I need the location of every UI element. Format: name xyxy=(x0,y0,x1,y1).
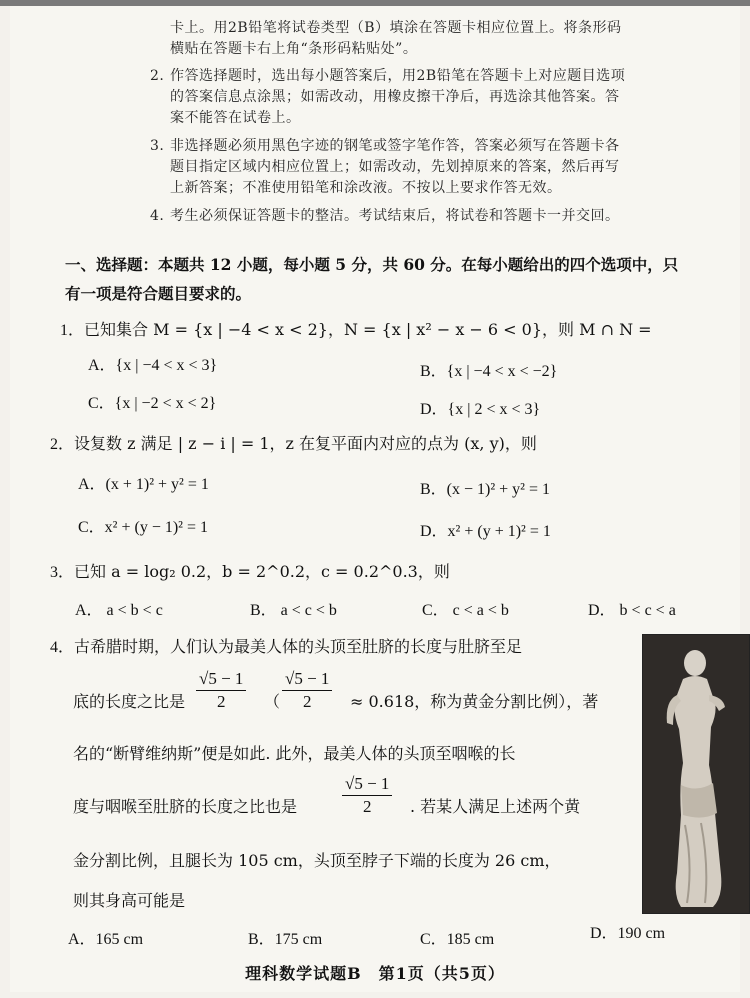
question-text: 已知集合 M = {x | −4 < x < 2}，N = {x | x² − x − 6 < 0}，则 M ∩ N = xyxy=(84,320,652,339)
question-4-option-c[interactable]: C．185 cm xyxy=(420,931,495,948)
question-number: 2． xyxy=(50,436,75,453)
section-heading-line: 有一项是符合题目要求的。 xyxy=(65,284,252,303)
question-2-option-b[interactable]: B．(x − 1)² + y² = 1 xyxy=(420,481,550,498)
question-4-line-2a: 底的长度之比是 xyxy=(73,692,186,711)
instruction-number: 3. xyxy=(150,138,165,154)
question-1-option-d[interactable]: D．{x | 2 < x < 3} xyxy=(420,401,541,418)
question-number: 4． xyxy=(50,639,75,656)
instruction-line: 非选择题必须用黑色字迹的钢笔或签字笔作答，答案必须写在答题卡各 xyxy=(170,138,620,154)
instruction-line: 案不能答在试卷上。 xyxy=(170,110,301,126)
question-2-option-d[interactable]: D．x² + (y + 1)² = 1 xyxy=(420,523,551,540)
section-heading xyxy=(65,250,725,308)
venus-de-milo-image xyxy=(642,634,750,914)
golden-ratio-fraction-2 xyxy=(282,668,332,713)
instruction-line: 横贴在答题卡右上角“条形码粘贴处”。 xyxy=(170,41,418,57)
question-1-option-c[interactable]: C．{x | −2 < x < 2} xyxy=(88,395,217,412)
question-4-line-2b: ≈ 0.618，称为黄金分割比例），著 xyxy=(350,692,599,711)
instruction-line: 的答案信息点涂黑；如需改动，用橡皮擦干净后，再选涂其他答案。答 xyxy=(170,89,620,105)
question-4-open-paren: （ xyxy=(264,692,281,711)
exam-sheet xyxy=(10,6,740,992)
question-4-line-4b: . 若某人满足上述两个黄 xyxy=(410,797,581,816)
question-3-stem xyxy=(50,559,450,582)
fraction-denominator: 2 xyxy=(302,692,312,711)
instruction-number: 2. xyxy=(150,68,165,84)
question-3-option-b[interactable]: B． a < c < b xyxy=(250,602,337,619)
question-2-option-a[interactable]: A．(x + 1)² + y² = 1 xyxy=(78,476,209,493)
question-3-option-a[interactable]: A． a < b < c xyxy=(75,602,163,619)
fraction-numerator: √5 − 1 xyxy=(282,668,332,691)
question-1-option-b[interactable]: B．{x | −4 < x < −2} xyxy=(420,363,558,380)
instruction-line: 卡上。用2B铅笔将试卷类型（B）填涂在答题卡相应位置上。将条形码 xyxy=(170,20,622,36)
fraction-denominator: 2 xyxy=(362,797,372,816)
question-number: 3． xyxy=(50,564,75,581)
fraction-numerator: √5 − 1 xyxy=(196,668,246,691)
question-4-option-b[interactable]: B．175 cm xyxy=(248,931,323,948)
question-number: 1． xyxy=(60,322,85,339)
question-1-option-a[interactable]: A．{x | −4 < x < 3} xyxy=(88,357,218,374)
question-4-line-3: 名的“断臂维纳斯”便是如此. 此外，最美人体的头顶至咽喉的长 xyxy=(73,744,516,763)
golden-ratio-fraction-3 xyxy=(342,773,392,818)
question-3-option-c[interactable]: C． c < a < b xyxy=(422,602,509,619)
statue-figure xyxy=(643,635,749,913)
golden-ratio-fraction xyxy=(196,668,246,713)
instruction-line: 考生必须保证答题卡的整洁。考试结束后，将试卷和答题卡一并交回。 xyxy=(170,208,620,224)
instruction-number: 4. xyxy=(150,208,165,224)
fraction-denominator: 2 xyxy=(216,692,226,711)
section-heading-line: 一、选择题：本题共 12 小题，每小题 5 分，共 60 分。在每小题给出的四个选项中，只 xyxy=(65,255,679,274)
question-1-stem xyxy=(60,317,652,340)
question-4-line-4a: 度与咽喉至肚脐的长度之比也是 xyxy=(73,797,298,816)
question-3-option-d[interactable]: D． b < c < a xyxy=(588,602,676,619)
question-4-option-a[interactable]: A．165 cm xyxy=(68,931,144,948)
instruction-line: 作答选择题时，选出每小题答案后，用2B铅笔在答题卡上对应题目选项 xyxy=(170,68,626,84)
question-4-line-1 xyxy=(50,634,522,657)
question-4-option-d[interactable]: D．190 cm xyxy=(590,925,666,942)
question-text: 古希腊时期，人们认为最美人体的头顶至肚脐的长度与肚脐至足 xyxy=(74,637,523,656)
page-footer: 理科数学试题B 第1页（共5页） xyxy=(245,964,505,983)
instruction-line: 题目指定区域内相应位置上；如需改动，先划掉原来的答案，然后再写 xyxy=(170,159,620,175)
question-4-line-6: 则其身高可能是 xyxy=(73,891,186,910)
question-2-stem xyxy=(50,431,537,454)
question-2-option-c[interactable]: C．x² + (y − 1)² = 1 xyxy=(78,519,208,536)
question-text: 设复数 z 满足 | z − i | = 1，z 在复平面内对应的点为 (x, y)，则 xyxy=(74,434,537,453)
question-4-line-5: 金分割比例，且腿长为 105 cm，头顶至脖子下端的长度为 26 cm， xyxy=(73,851,561,870)
question-text: 已知 a = log₂ 0.2，b = 2^0.2，c = 0.2^0.3，则 xyxy=(74,562,450,581)
instruction-line: 上新答案；不准使用铅笔和涂改液。不按以上要求作答无效。 xyxy=(170,180,562,196)
fraction-numerator: √5 − 1 xyxy=(342,773,392,796)
